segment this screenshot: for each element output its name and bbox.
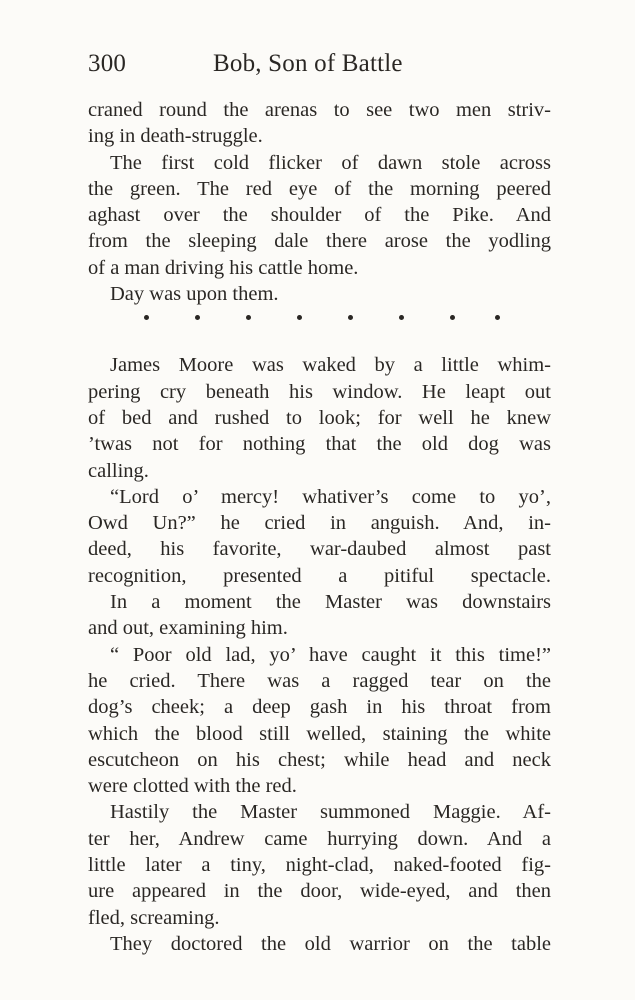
section-spacer [88, 336, 551, 352]
text-line: calling. [88, 459, 149, 482]
text-line: “ Poor old lad, yo’ have caught it this time!” [110, 643, 551, 666]
text-line: from the sleeping dale there arose the yodling [88, 230, 551, 253]
text-line: which the blood still welled, staining the white [88, 722, 551, 745]
text-line: pering cry beneath his window. He leapt out [88, 380, 551, 403]
text-line: fled, screaming. [88, 906, 220, 929]
text-line: of a man driving his cattle home. [88, 256, 359, 279]
text-line: James Moore was waked by a little whim- [110, 354, 551, 377]
break-dot [246, 315, 251, 320]
break-dot [195, 315, 200, 320]
break-dot [297, 315, 302, 320]
running-header [88, 46, 551, 82]
break-dot [144, 315, 149, 320]
text-line: The first cold flicker of dawn stole across [110, 151, 551, 174]
text-line: Day was upon them. [110, 283, 279, 306]
text-line: little later a tiny, night-clad, naked-footed fig- [88, 854, 551, 877]
text-line: In a moment the Master was downstairs [110, 591, 551, 614]
section-break [88, 307, 551, 336]
text-line: he cried. There was a ragged tear on the [88, 669, 551, 692]
text-line: dog’s cheek; a deep gash in his throat from [88, 696, 551, 719]
text-line: ure appeared in the door, wide-eyed, and then [88, 880, 551, 903]
break-dot [348, 315, 353, 320]
text-line: deed, his favorite, war-daubed almost past [88, 538, 551, 561]
text-line: ’twas not for nothing that the old dog was [88, 433, 551, 456]
text-line: Owd Un?” he cried in anguish. And, in- [88, 512, 551, 535]
page-number: 300 [88, 50, 127, 77]
text-line: aghast over the shoulder of the Pike. And [88, 204, 551, 227]
break-dot [450, 315, 455, 320]
text-line: They doctored the old warrior on the table [110, 932, 551, 955]
text-line: escutcheon on his chest; while head and neck [88, 748, 551, 771]
text-line: of bed and rushed to look; for well he knew [88, 406, 551, 429]
running-title: Bob, Son of Battle [213, 50, 403, 77]
text-line: ing in death-struggle. [88, 125, 263, 148]
text-line: recognition, presented a pitiful spectacle. [88, 564, 551, 587]
text-line: the green. The red eye of the morning peered [88, 177, 551, 200]
text-line: and out, examining him. [88, 617, 288, 640]
text-line: were clotted with the red. [88, 775, 297, 798]
text-line: Hastily the Master summoned Maggie. Af- [110, 801, 551, 824]
text-line: ter her, Andrew came hurrying down. And a [88, 827, 551, 850]
text-line: “Lord o’ mercy! whativer’s come to yo’, [110, 485, 551, 508]
break-dot [399, 315, 404, 320]
body-text [88, 97, 551, 957]
break-dot [495, 315, 500, 320]
text-line: craned round the arenas to see two men striv- [88, 99, 551, 121]
